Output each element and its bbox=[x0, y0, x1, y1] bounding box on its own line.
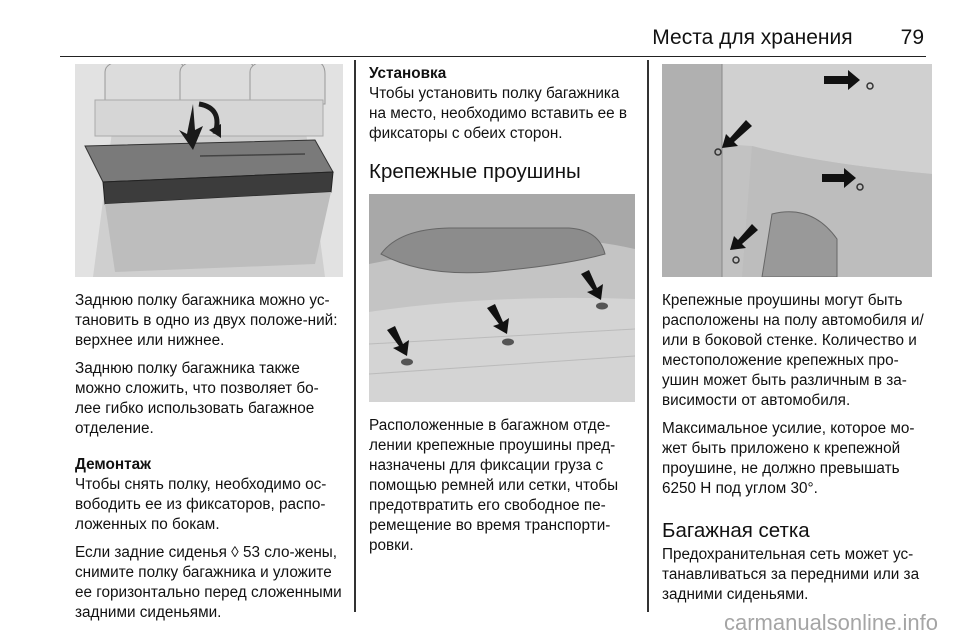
figure-side-wall-eyes bbox=[662, 64, 932, 277]
paragraph: Заднюю полку багажника можно ус-тановить в одно из двух положе-ний: верхнее или нижнее. bbox=[75, 292, 338, 349]
paragraph: Максимальное усилие, которое мо-жет быть приложено к крепежной проушине, не должно превышать 6250 Н под углом 30°. bbox=[662, 420, 915, 497]
section-title-lashing-eyes: Крепежные проушины bbox=[369, 160, 581, 183]
figure-floor-eyes bbox=[369, 194, 635, 402]
paragraph: Заднюю полку багажника также можно сложить, что позволяет бо-лее гибко использовать багажное отделение. bbox=[75, 360, 319, 437]
figure-trunk-shelf bbox=[75, 64, 343, 277]
watermark: carmanualsonline.info bbox=[723, 610, 938, 635]
column-3 bbox=[662, 64, 932, 613]
paragraph: Если задние сиденья ◊ 53 сло-жены, снимите полку багажника и уложите ее горизонтально перед сложенными задними сиденьями. bbox=[75, 544, 342, 621]
section-title-luggage-net: Багажная сетка bbox=[662, 519, 810, 542]
header-rule bbox=[60, 56, 926, 57]
column-2 bbox=[369, 64, 635, 564]
paragraph: Предохранительная сеть может ус-танавливаться за передними или за задними сиденьями. bbox=[662, 546, 920, 603]
paragraph: Чтобы установить полку багажника на место, необходимо вставить ее в фиксаторы с обеих сторон. bbox=[369, 85, 628, 142]
page-number: 79 bbox=[900, 26, 924, 49]
column-divider bbox=[647, 60, 649, 612]
subheading-installation: Установка bbox=[369, 65, 447, 82]
paragraph: Чтобы снять полку, необходимо ос-вободить ее из фиксаторов, распо-ложенных по бокам. bbox=[75, 476, 327, 533]
paragraph: Крепежные проушины могут быть расположены на полу автомобиля и/или в боковой стенке. Количество и местоположение крепежных про-ушин может быть различным в за-висимости от автомобиля. bbox=[662, 292, 924, 409]
page-header bbox=[652, 26, 924, 50]
column-divider bbox=[354, 60, 356, 612]
paragraph: Расположенные в багажном отде-лении крепежные проушины пред-назначены для фиксации груза с помощью ремней или сетки, чтобы предотвратить его свободное пе-ремещение во время транспорти-ровки. bbox=[369, 417, 619, 554]
page-title: Места для хранения bbox=[652, 26, 853, 49]
column-1 bbox=[75, 64, 343, 631]
subheading-removal: Демонтаж bbox=[75, 456, 151, 473]
